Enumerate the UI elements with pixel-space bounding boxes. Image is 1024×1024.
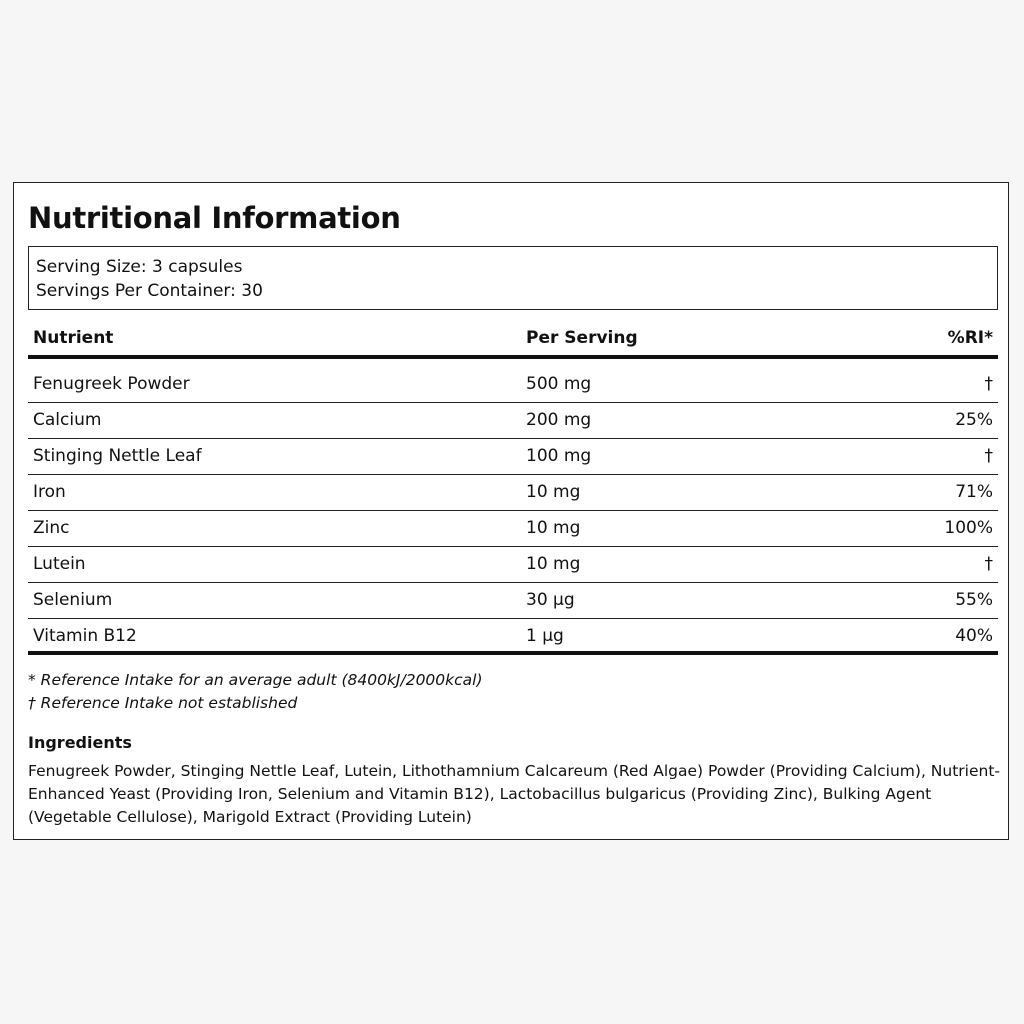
nutrient-ri: † (984, 446, 993, 466)
servings-per-container: Servings Per Container: 30 (36, 281, 263, 301)
nutrient-name: Iron (33, 482, 66, 502)
nutrient-name: Calcium (33, 410, 102, 430)
serving-size: Serving Size: 3 capsules (36, 257, 243, 277)
table-header-row (28, 321, 998, 359)
nutrient-ri: 71% (955, 482, 993, 502)
nutrient-ri: 25% (955, 410, 993, 430)
nutrient-ri: 40% (955, 626, 993, 646)
nutrient-name: Vitamin B12 (33, 626, 137, 646)
header-per-serving: Per Serving (526, 328, 638, 348)
nutrient-amount: 100 mg (526, 446, 592, 466)
nutrient-amount: 200 mg (526, 410, 592, 430)
nutrient-ri: † (984, 554, 993, 574)
nutrient-amount: 10 mg (526, 482, 581, 502)
footnote-reference-intake: * Reference Intake for an average adult (8400kJ/2000kcal) (28, 671, 483, 689)
header-nutrient: Nutrient (33, 328, 114, 348)
header-ri: %RI* (947, 328, 993, 348)
table-row (28, 359, 998, 403)
footnotes (28, 669, 483, 715)
nutrient-amount: 30 µg (526, 590, 575, 610)
nutrient-name: Selenium (33, 590, 113, 610)
serving-info-box (28, 246, 998, 310)
nutrient-amount: 10 mg (526, 554, 581, 574)
nutrient-ri: 100% (944, 518, 993, 538)
footnote-not-established: † Reference Intake not established (28, 694, 298, 712)
table-row (28, 511, 998, 547)
nutrient-ri: 55% (955, 590, 993, 610)
nutrient-amount: 1 µg (526, 626, 564, 646)
nutrient-name: Zinc (33, 518, 70, 538)
nutrient-amount: 500 mg (526, 374, 592, 394)
ingredients-text: Fenugreek Powder, Stinging Nettle Leaf, Lutein, Lithothamnium Calcareum (Red Algae) Powder (Providing Calcium), Nutrient-Enhanced Yeast (Providing Iron, Selenium and Vitamin B12), Lactobacillus bulgaricus (Providing Zinc), Bulking Agent (Vegetable Cellulose), Marigold Extract (Providing Lutein) (28, 762, 1000, 826)
nutrition-panel (13, 182, 1009, 840)
table-row (28, 475, 998, 511)
nutrient-ri: † (984, 374, 993, 394)
ingredients-title: Ingredients (28, 733, 132, 752)
nutrient-table (28, 321, 998, 655)
table-row (28, 619, 998, 655)
nutrient-name: Lutein (33, 554, 86, 574)
table-row (28, 583, 998, 619)
nutrient-name: Fenugreek Powder (33, 374, 190, 394)
nutrient-name: Stinging Nettle Leaf (33, 446, 202, 466)
table-row (28, 547, 998, 583)
panel-title: Nutritional Information (28, 201, 401, 235)
table-row (28, 439, 998, 475)
nutrient-amount: 10 mg (526, 518, 581, 538)
table-row (28, 403, 998, 439)
